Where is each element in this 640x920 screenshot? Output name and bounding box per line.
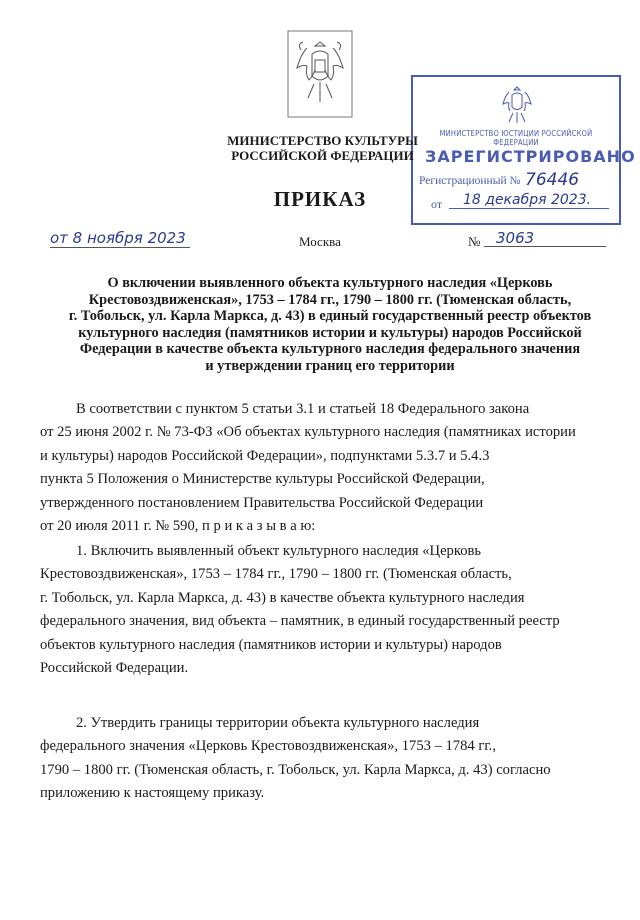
ministry-header: [205, 133, 440, 163]
body-line: от 25 июня 2002 г. № 73-ФЗ «Об объектах культурного наследия (памятниках истории: [40, 424, 576, 441]
item-2-paragraph: [40, 712, 628, 806]
stamp-reg-label: Регистрационный №: [419, 175, 521, 187]
order-date: от 8 ноября 2023: [50, 230, 190, 248]
stamp-reg-date: [449, 192, 609, 209]
coat-of-arms-emblem: [287, 30, 353, 118]
preamble-paragraph: [40, 398, 628, 538]
body-line: В соответствии с пунктом 5 статьи 3.1 и статьей 18 Федерального закона: [76, 401, 530, 417]
order-title: [40, 275, 620, 375]
body-line: Крестовоздвиженская», 1753 – 1784 гг., 1790 – 1800 гг. (Тюменская область,: [40, 566, 512, 583]
stamp-status: ЗАРЕГИСТРИРОВАНО: [425, 147, 636, 166]
registration-stamp: [411, 75, 636, 225]
stamp-reg-number: 76446: [525, 170, 580, 190]
body-line: приложению к настоящему приказу.: [40, 785, 265, 802]
title-line: О включении выявленного объекта культурного наследия «Церковь: [107, 275, 553, 291]
body-line: пункта 5 Положения о Министерстве культуры Российской Федерации,: [40, 471, 485, 488]
body-line: объектов культурного наследия (памятников истории и культуры) народов: [40, 636, 502, 653]
stamp-emblem: [499, 83, 535, 127]
body-line: федерального значения «Церковь Крестовоздвиженская», 1753 – 1784 гг.,: [40, 738, 496, 755]
number-sign: №: [468, 234, 481, 249]
body-line: 1790 – 1800 гг. (Тюменская область, г. Тобольск, ул. Карла Маркса, д. 43) согласно: [40, 761, 551, 778]
body-line: Российской Федерации.: [40, 660, 189, 677]
stamp-issuer: МИНИСТЕРСТВО ЮСТИЦИИ РОССИЙСКОЙ ФЕДЕРАЦИИ: [439, 129, 593, 147]
document-type: ПРИКАЗ: [273, 187, 367, 211]
body-line: федерального значения, вид объекта – памятник, в единый государственный реестр: [40, 613, 560, 630]
body-line: утвержденного постановлением Правительства Российской Федерации: [40, 494, 484, 511]
stamp-reg-date-text: 18 декабря 2023.: [463, 192, 592, 208]
body-line: 1. Включить выявленный объект культурного наследия «Церковь: [76, 543, 482, 559]
body-line: и культуры) народов Российской Федерации», подпунктами 5.3.7 и 5.4.3: [40, 447, 490, 464]
ministry-line-2: РОССИЙСКОЙ ФЕДЕРАЦИИ: [231, 148, 414, 163]
body-line: от 20 июля 2011 г. № 590, п р и к а з ы в а ю:: [40, 518, 316, 535]
title-line: г. Тобольск, ул. Карла Маркса, д. 43) в единый государственный реестр объектов: [68, 308, 592, 325]
body-line: г. Тобольск, ул. Карла Маркса, д. 43) в качестве объекта культурного наследия: [40, 589, 525, 606]
stamp-from-label: от: [431, 197, 443, 211]
title-line: и утверждении границ его территории: [205, 357, 455, 374]
title-line: Федерации в качестве объекта культурного наследия федерального значения: [79, 341, 581, 358]
item-1-paragraph: [40, 540, 628, 680]
ministry-line-1: МИНИСТЕРСТВО КУЛЬТУРЫ: [227, 133, 418, 148]
order-number: 3063: [484, 230, 606, 247]
body-line: 2. Утвердить границы территории объекта культурного наследия: [76, 715, 480, 731]
title-line: Крестовоздвиженская», 1753 – 1784 гг., 1790 – 1800 гг. (Тюменская область,: [88, 291, 572, 308]
title-line: культурного наследия (памятников истории и культуры) народов Российской: [78, 324, 582, 341]
order-city: Москва: [299, 234, 341, 249]
